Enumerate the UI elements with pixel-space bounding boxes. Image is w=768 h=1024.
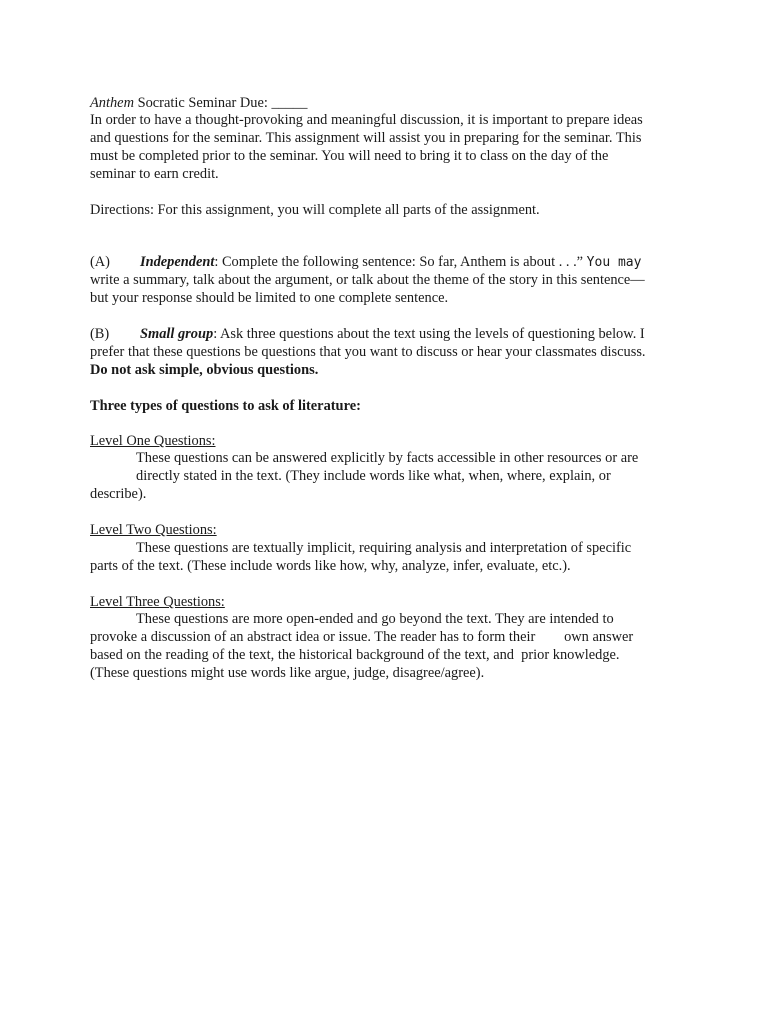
level-two-line: These questions are textually implicit, requiring analysis and interpretation of specific: [136, 540, 632, 556]
part-a-mono-text: You may: [586, 255, 642, 270]
level-three-heading: Level Three Questions:: [90, 594, 225, 610]
directions-text: Directions: For this assignment, you will complete all parts of the assignment.: [90, 202, 540, 218]
part-a-line-2: write a summary, talk about the argument, or talk about the theme of the story in this sentence—: [90, 272, 645, 288]
part-b-label: Small group: [140, 326, 214, 342]
intro-line: In order to have a thought-provoking and meaningful discussion, it is important to prepare ideas: [90, 112, 643, 128]
level-three-line: (These questions might use words like argue, judge, disagree/agree).: [90, 665, 485, 681]
intro-line: must be completed prior to the seminar. You will need to bring it to class on the day of the: [90, 148, 609, 164]
document-title: [90, 94, 307, 112]
part-a-text: : Complete the following sentence: So far, Anthem is about . . .”: [214, 254, 587, 270]
part-a-line-1: [90, 253, 641, 272]
intro-line: and questions for the seminar. This assignment will assist you in preparing for the seminar. This: [90, 130, 642, 146]
part-a-line-3: but your response should be limited to one complete sentence.: [90, 290, 449, 306]
level-three-line: provoke a discussion of an abstract idea or issue. The reader has to form their own answer: [90, 629, 634, 645]
part-a-marker: (A): [90, 254, 110, 270]
types-heading: Three types of questions to ask of literature:: [90, 398, 361, 414]
intro-line: seminar to earn credit.: [90, 166, 219, 182]
level-one-line: These questions can be answered explicitly by facts accessible in other resources or are: [136, 450, 639, 466]
level-three-line: These questions are more open-ended and go beyond the text. They are intended to: [136, 611, 614, 627]
part-b-text: : Ask three questions about the text using the levels of questioning below. I: [213, 326, 645, 342]
part-b-line-2: prefer that these questions be questions that you want to discuss or hear your classmates discuss.: [90, 344, 646, 360]
title-italic: Anthem: [90, 95, 134, 111]
level-two-line: parts of the text. (These include words like how, why, analyze, infer, evaluate, etc.).: [90, 558, 571, 574]
level-one-line: describe).: [90, 486, 147, 502]
level-three-line: based on the reading of the text, the historical background of the text, and prior knowledge.: [90, 647, 620, 663]
part-b-line-3: Do not ask simple, obvious questions.: [90, 362, 319, 378]
part-b-marker: (B): [90, 326, 110, 342]
part-a-label: Independent: [140, 254, 215, 270]
title-rest: Socratic Seminar Due: _____: [133, 95, 308, 111]
level-one-line: directly stated in the text. (They include words like what, when, where, explain, or: [136, 468, 611, 484]
part-b-line-1: [90, 325, 645, 343]
level-one-heading: Level One Questions:: [90, 433, 216, 449]
level-two-heading: Level Two Questions:: [90, 522, 217, 538]
